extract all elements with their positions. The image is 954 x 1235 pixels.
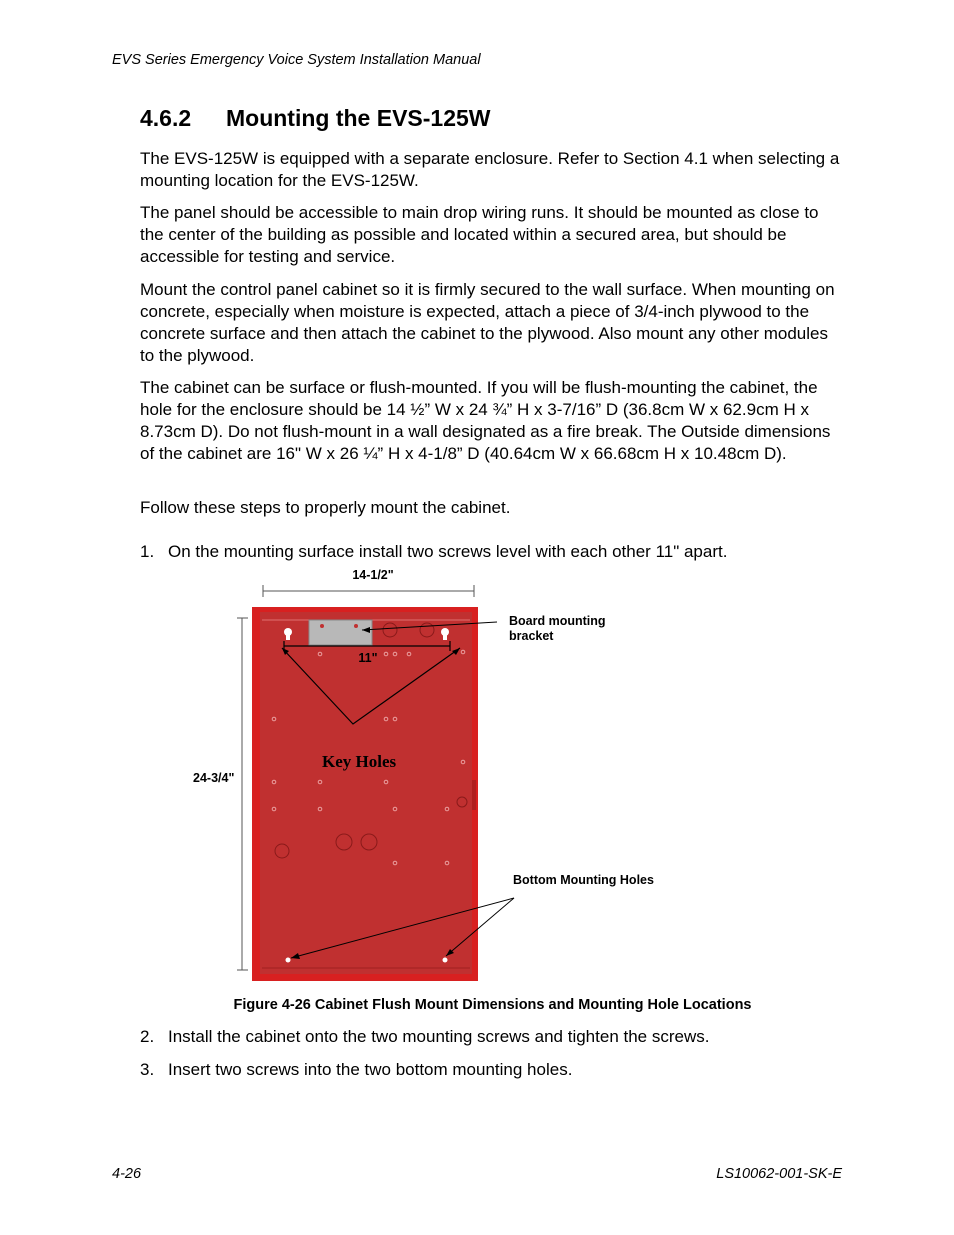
height-label: 24-3/4": [193, 771, 235, 785]
paragraph-accessibility: The panel should be accessible to main drop wiring runs. It should be mounted as close to the center of the building as possible and located within a secured area, but should be accessible for testing and service.: [140, 203, 819, 266]
cabinet-back: [260, 612, 472, 974]
paragraph-dimensions: The cabinet can be surface or flush-mounted. If you will be flush-mounting the cabinet, the hole for the enclosure should be 14 ½” W x 24 ¾” H x 3-7/16” D (36.8cm W x 62.9cm H x 8.73cm D). Do not flush-mount in a wall designated as a fire break. The Outside dimensions of the cabinet are 16" W x 26 ¼” H x 4-1/8” D (40.64cm W x 66.68cm H x 10.48cm D).: [140, 378, 831, 463]
board-mounting-bracket: [309, 620, 372, 645]
document-number: LS10062-001-SK-E: [716, 1166, 842, 1182]
bottom-mounting-hole-left: [286, 958, 291, 963]
paragraph-enclosure: The EVS-125W is equipped with a separate enclosure. Refer to Section 4.1 when selecting a mounting location for the EVS-125W.: [140, 149, 840, 190]
step-1-text: On the mounting surface install two screws level with each other 11" apart.: [168, 542, 728, 561]
step-2: [140, 1026, 845, 1048]
section-title: Mounting the EVS-125W: [226, 105, 491, 131]
step-3-text: Insert two screws into the two bottom mounting holes.: [168, 1060, 573, 1079]
bracket-label-line1: Board mounting: [509, 614, 606, 628]
spacing-label: 11": [358, 651, 378, 665]
width-label: 14-1/2": [352, 568, 394, 582]
height-dimension: [193, 618, 248, 970]
step-3: [140, 1059, 845, 1081]
bottom-mounting-hole-right: [443, 958, 448, 963]
step-3-number: 3.: [140, 1060, 155, 1079]
running-header: EVS Series Emergency Voice System Installation Manual: [112, 52, 481, 68]
bottom-holes-label: Bottom Mounting Holes: [513, 873, 654, 887]
bracket-label-line2: bracket: [509, 629, 554, 643]
step-2-text: Install the cabinet onto the two mounting screws and tighten the screws.: [168, 1027, 710, 1046]
section-number: 4.6.2: [140, 105, 192, 131]
page-number: 4-26: [112, 1166, 142, 1182]
figure-caption: Figure 4-26 Cabinet Flush Mount Dimensions and Mounting Hole Locations: [233, 997, 752, 1013]
paragraph-follow-steps: Follow these steps to properly mount the cabinet.: [140, 498, 511, 517]
width-dimension: [263, 568, 474, 597]
step-2-number: 2.: [140, 1027, 155, 1046]
key-holes-label: Key Holes: [322, 752, 397, 771]
step-1-number: 1.: [140, 542, 155, 561]
paragraph-mounting: Mount the control panel cabinet so it is firmly secured to the wall surface. When mounting on concrete, especially when moisture is expected, attach a piece of 3/4-inch plywood to the concrete surface and then attach the cabinet to the plywood. Also mount any other modules to the plywood.: [140, 280, 835, 365]
